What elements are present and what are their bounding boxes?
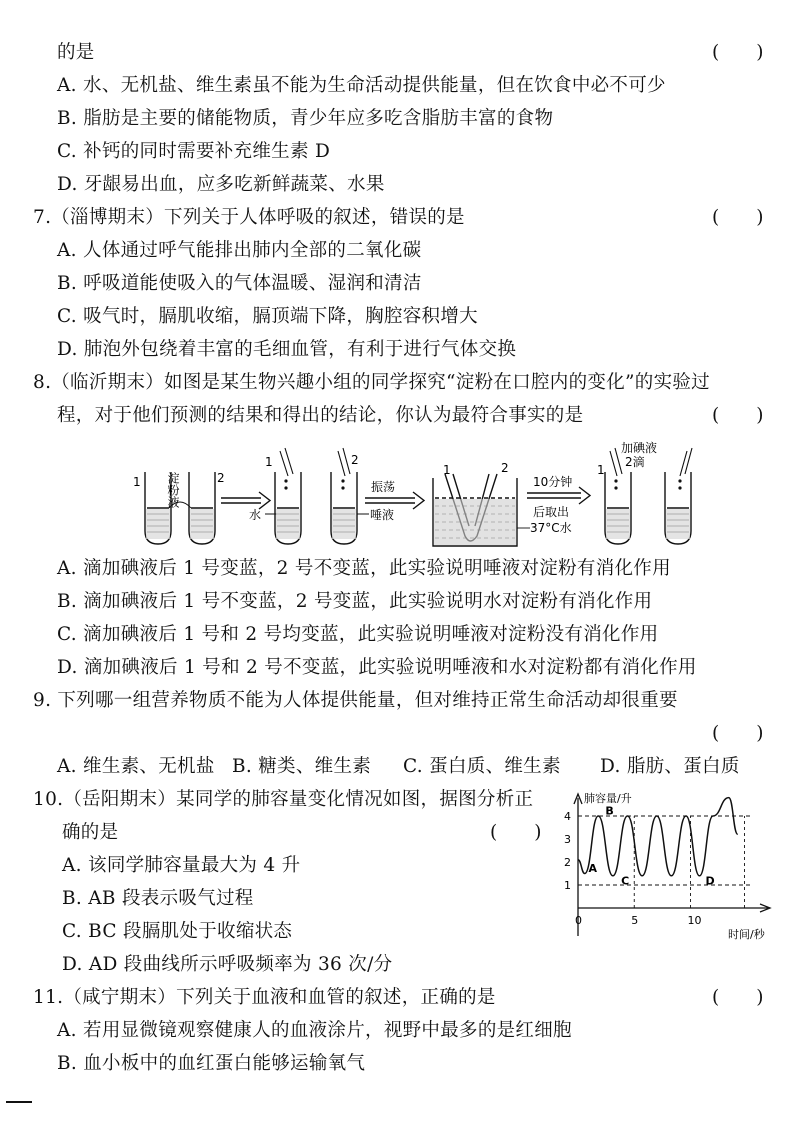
fig-shake-label: 振荡 xyxy=(371,480,396,494)
fig-tube2-num: 2 xyxy=(217,471,225,485)
chart-point-label-D: D xyxy=(705,874,715,888)
chart-ytick-3: 3 xyxy=(564,833,571,846)
chart-xlabel: 时间/秒 xyxy=(728,928,765,941)
q10-stem-line2: 确的是 xyxy=(62,822,119,843)
q10-option-d: D. AD 段曲线所示呼吸频率为 36 次/分 xyxy=(62,954,393,975)
q9-option-c: C. 蛋白质、维生素 xyxy=(403,756,561,777)
q7-option-d: D. 肺泡外包绕着丰富的毛细血管，有利于进行气体交换 xyxy=(57,339,517,360)
fig-tube2-num-b: 2 xyxy=(351,453,359,467)
q6-option-b: B. 脂肪是主要的储能物质，青少年应多吃含脂肪丰富的食物 xyxy=(57,108,554,129)
fig-tube1-num: 1 xyxy=(133,475,141,489)
chart-point-label-C: C xyxy=(621,874,630,888)
q11-answer-bracket[interactable]: ( ) xyxy=(712,987,764,1008)
chart-ytick-4: 4 xyxy=(564,810,571,823)
lung-capacity-chart xyxy=(560,786,782,946)
q6-option-d: D. 牙龈易出血，应多吃新鲜蔬菜、水果 xyxy=(57,174,385,195)
fig-final-tube1: 1 xyxy=(597,463,605,477)
q9-stem: 9. 下列哪一组营养物质不能为人体提供能量，但对维持正常生命活动却很重要 xyxy=(33,690,678,711)
chart-xtick-5: 5 xyxy=(631,914,639,927)
fig-water-label: 水 xyxy=(249,508,262,522)
q6-answer-bracket[interactable]: ( ) xyxy=(712,42,764,63)
q9-answer-bracket[interactable]: ( ) xyxy=(712,723,764,744)
q8-stem-line2: 程，对于他们预测的结果和得出的结论，你认为最符合事实的是 xyxy=(57,405,584,426)
chart-ytick-1: 1 xyxy=(564,879,571,892)
q6-stem-cont: 的是 xyxy=(57,42,95,63)
q11-option-a: A. 若用显微镜观察健康人的血液涂片，视野中最多的是红细胞 xyxy=(57,1020,572,1041)
q10-answer-bracket[interactable]: ( ) xyxy=(490,822,542,843)
q8-experiment-figure xyxy=(125,436,725,554)
chart-series-line xyxy=(578,798,738,876)
fig-tube1-num-b: 1 xyxy=(265,455,273,469)
q11-stem: 11.（咸宁期末）下列关于血液和血管的叙述，正确的是 xyxy=(33,987,496,1008)
q6-option-c: C. 补钙的同时需要补充维生素 D xyxy=(57,141,331,162)
fig-iodine-label1: 加碘液 xyxy=(621,441,658,455)
q10-option-a: A. 该同学肺容量最大为 4 升 xyxy=(62,855,301,876)
chart-ytick-2: 2 xyxy=(564,856,571,869)
q7-option-c: C. 吸气时，膈肌收缩，膈顶端下降，胸腔容积增大 xyxy=(57,306,478,327)
chart-xtick-10: 10 xyxy=(687,914,702,927)
chart-point-label-A: A xyxy=(588,861,598,875)
q9-option-d: D. 脂肪、蛋白质 xyxy=(600,756,740,777)
q11-option-b: B. 血小板中的血红蛋白能够运输氧气 xyxy=(57,1053,366,1074)
fig-bath-tube1: 1 xyxy=(443,463,451,477)
q9-option-a: A. 维生素、无机盐 xyxy=(57,756,215,777)
q8-option-b: B. 滴加碘液后 1 号不变蓝，2 号变蓝，此实验说明水对淀粉有消化作用 xyxy=(57,591,653,612)
page-footer-rule xyxy=(6,1101,32,1103)
q7-option-b: B. 呼吸道能使吸入的气体温暖、湿润和清洁 xyxy=(57,273,422,294)
q8-option-d: D. 滴加碘液后 1 号和 2 号不变蓝，此实验说明唾液和水对淀粉都有消化作用 xyxy=(57,657,697,678)
q6-option-a: A. 水、无机盐、维生素虽不能为生命活动提供能量，但在饮食中必不可少 xyxy=(57,75,666,96)
q7-option-a: A. 人体通过呼气能排出肺内全部的二氧化碳 xyxy=(57,240,422,261)
q10-stem-line1: 10.（岳阳期末）某同学的肺容量变化情况如图，据图分析正 xyxy=(33,789,534,810)
q10-option-b: B. AB 段表示吸气过程 xyxy=(62,888,254,909)
q8-option-a: A. 滴加碘液后 1 号变蓝，2 号不变蓝，此实验说明唾液对淀粉有消化作用 xyxy=(57,558,671,579)
fig-iodine-label2: 2滴 xyxy=(625,455,645,469)
q7-stem: 7.（淄博期末）下列关于人体呼吸的叙述，错误的是 xyxy=(33,207,465,228)
fig-wait-label1: 10分钟 xyxy=(533,475,573,489)
q10-option-c: C. BC 段膈肌处于收缩状态 xyxy=(62,921,293,942)
chart-ylabel: 肺容量/升 xyxy=(584,792,632,805)
fig-wait-label2: 后取出 xyxy=(533,505,570,519)
fig-starch-label: 淀粉液 xyxy=(166,472,180,508)
fig-bath-label: 37°C水 xyxy=(530,521,572,535)
q8-answer-bracket[interactable]: ( ) xyxy=(712,405,764,426)
q8-option-c: C. 滴加碘液后 1 号和 2 号均变蓝，此实验说明唾液对淀粉没有消化作用 xyxy=(57,624,659,645)
chart-point-label-B: B xyxy=(605,804,614,818)
fig-bath-tube2: 2 xyxy=(501,461,509,475)
q9-option-b: B. 糖类、维生素 xyxy=(232,756,372,777)
q8-stem-line1: 8.（临沂期末）如图是某生物兴趣小组的同学探究“淀粉在口腔内的变化”的实验过 xyxy=(33,372,710,393)
q7-answer-bracket[interactable]: ( ) xyxy=(712,207,764,228)
chart-xtick-0: 0 xyxy=(575,914,582,927)
fig-saliva-label: 唾液 xyxy=(370,508,395,522)
